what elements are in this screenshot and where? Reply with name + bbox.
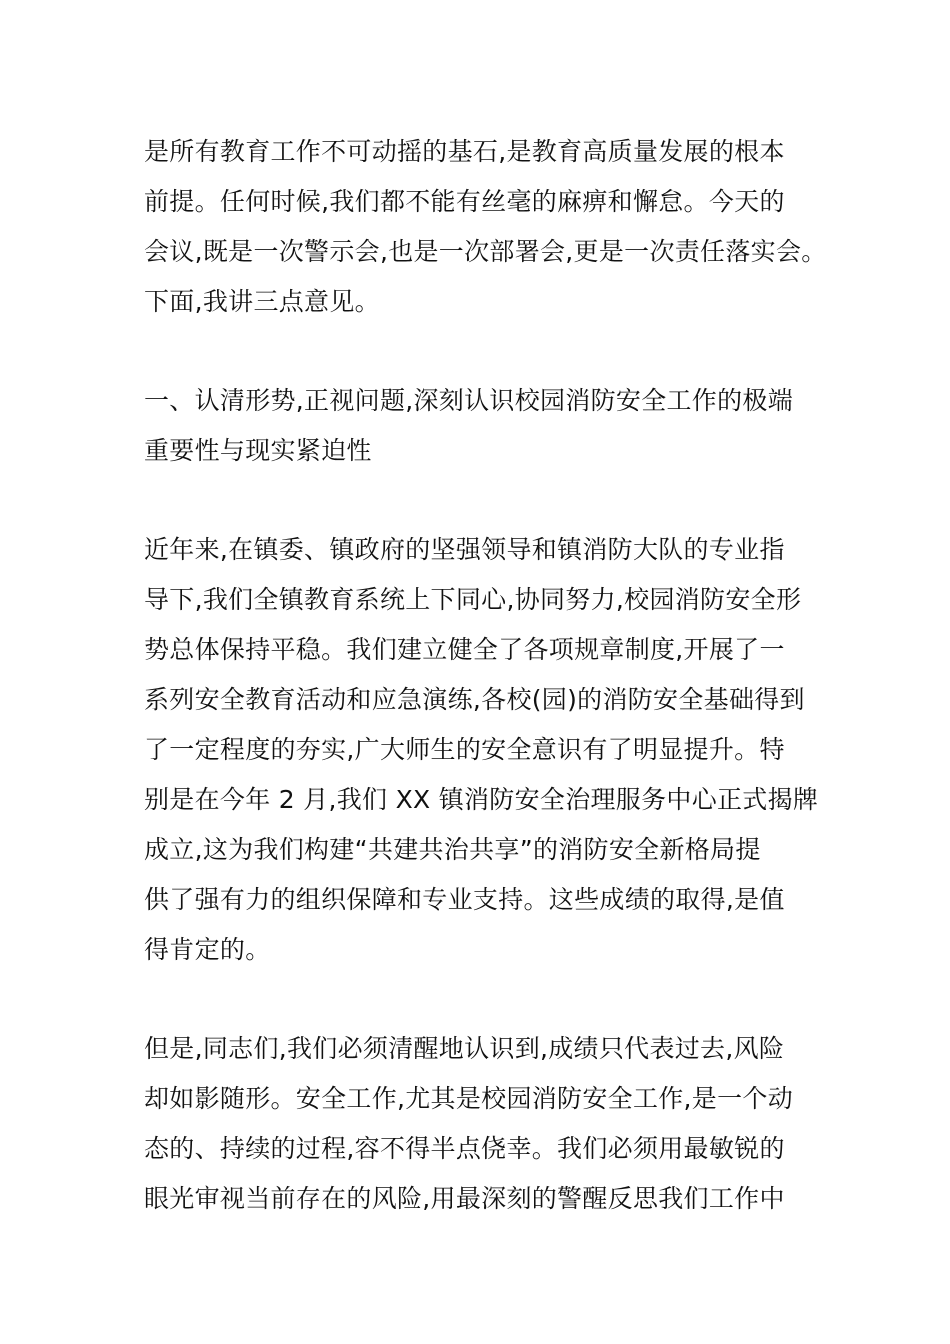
- text-line: 成立,这为我们构建“共建共治共享”的消防安全新格局提: [144, 835, 761, 864]
- text-line: 眼光审视当前存在的风险,用最深刻的警醒反思我们工作中: [144, 1184, 785, 1213]
- text-line: 系列安全教育活动和应急演练,各校(园)的消防安全基础得到: [144, 685, 805, 714]
- text-line: 供了强有力的组织保障和专业支持。这些成绩的取得,是值: [144, 885, 785, 914]
- text-line: 导下,我们全镇教育系统上下同心,协同努力,校园消防安全形: [144, 585, 802, 614]
- text-line: 但是,同志们,我们必须清醒地认识到,成绩只代表过去,风险: [144, 1034, 785, 1063]
- heading-line: 重要性与现实紧迫性: [144, 436, 372, 465]
- text-line: 下面,我讲三点意见。: [144, 287, 380, 316]
- heading-line: 一、认清形势,正视问题,深刻认识校园消防安全工作的极端: [144, 386, 793, 415]
- text-line: 近年来,在镇委、镇政府的坚强领导和镇消防大队的专业指: [144, 535, 785, 564]
- text-line: 会议,既是一次警示会,也是一次部署会,更是一次责任落实会。: [144, 237, 827, 266]
- text-line: 是所有教育工作不可动摇的基石,是教育高质量发展的根本: [144, 137, 785, 166]
- text-line: 别是在今年 2 月,我们 XX 镇消防安全治理服务中心正式揭牌: [144, 785, 819, 814]
- text-line: 前提。任何时候,我们都不能有丝毫的麻痹和懈怠。今天的: [144, 187, 785, 216]
- text-line: 态的、持续的过程,容不得半点侥幸。我们必须用最敏锐的: [144, 1134, 785, 1163]
- text-line: 势总体保持平稳。我们建立健全了各项规章制度,开展了一: [144, 635, 785, 664]
- text-line: 得肯定的。: [144, 935, 271, 964]
- text-line: 了一定程度的夯实,广大师生的安全意识有了明显提升。特: [144, 735, 785, 764]
- text-line: 却如影随形。安全工作,尤其是校园消防安全工作,是一个动: [144, 1084, 793, 1113]
